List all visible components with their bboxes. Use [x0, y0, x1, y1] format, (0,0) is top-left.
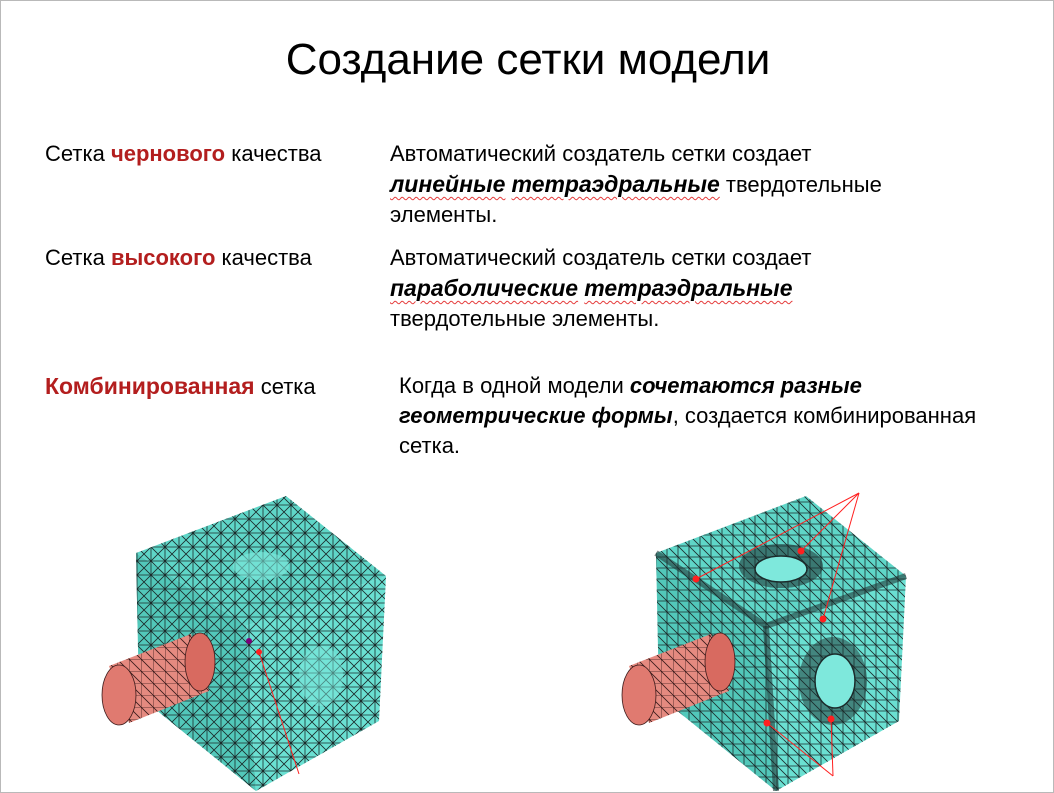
emphasis-tetrahedral: тетраэдральные [584, 275, 793, 301]
desc-rest: элементы. [390, 202, 498, 227]
high-mesh-label [45, 243, 312, 273]
combined-mesh-label [45, 371, 316, 402]
combined-mesh-figure [601, 491, 921, 791]
label-suffix: качества [225, 141, 322, 166]
rough-mesh-label [45, 139, 322, 169]
label-suffix: качества [215, 245, 312, 270]
emphasis-shapes: сочетаются разные геометрические формы [399, 373, 862, 428]
label-prefix: Сетка [45, 245, 111, 270]
label-highlight: Комбинированная [45, 373, 255, 399]
high-mesh-description [390, 243, 1020, 334]
desc-line: Автоматический создатель сетки создает [390, 141, 812, 166]
emphasis-linear: линейные [390, 171, 506, 197]
label-highlight: высокого [110, 245, 216, 270]
combined-mesh-description [399, 371, 999, 461]
desc-suffix: , создается комбинированная сетка. [399, 403, 977, 458]
emphasis-tetrahedral: тетраэдральные [511, 171, 720, 197]
label-prefix: Сетка [45, 141, 111, 166]
desc-line: Автоматический создатель сетки создает [390, 245, 812, 270]
label-suffix: сетка [254, 374, 316, 399]
desc-rest: твердотельные элементы. [390, 306, 660, 331]
label-highlight: чернового [110, 141, 226, 166]
rough-mesh-description [390, 139, 1020, 230]
desc-prefix: Когда в одной модели [399, 373, 630, 398]
emphasis-parabolic: параболические [390, 275, 579, 301]
desc-rest: твердотельные [719, 172, 882, 197]
rough-mesh-figure [81, 491, 401, 791]
slide-title: Создание сетки модели [285, 35, 771, 84]
